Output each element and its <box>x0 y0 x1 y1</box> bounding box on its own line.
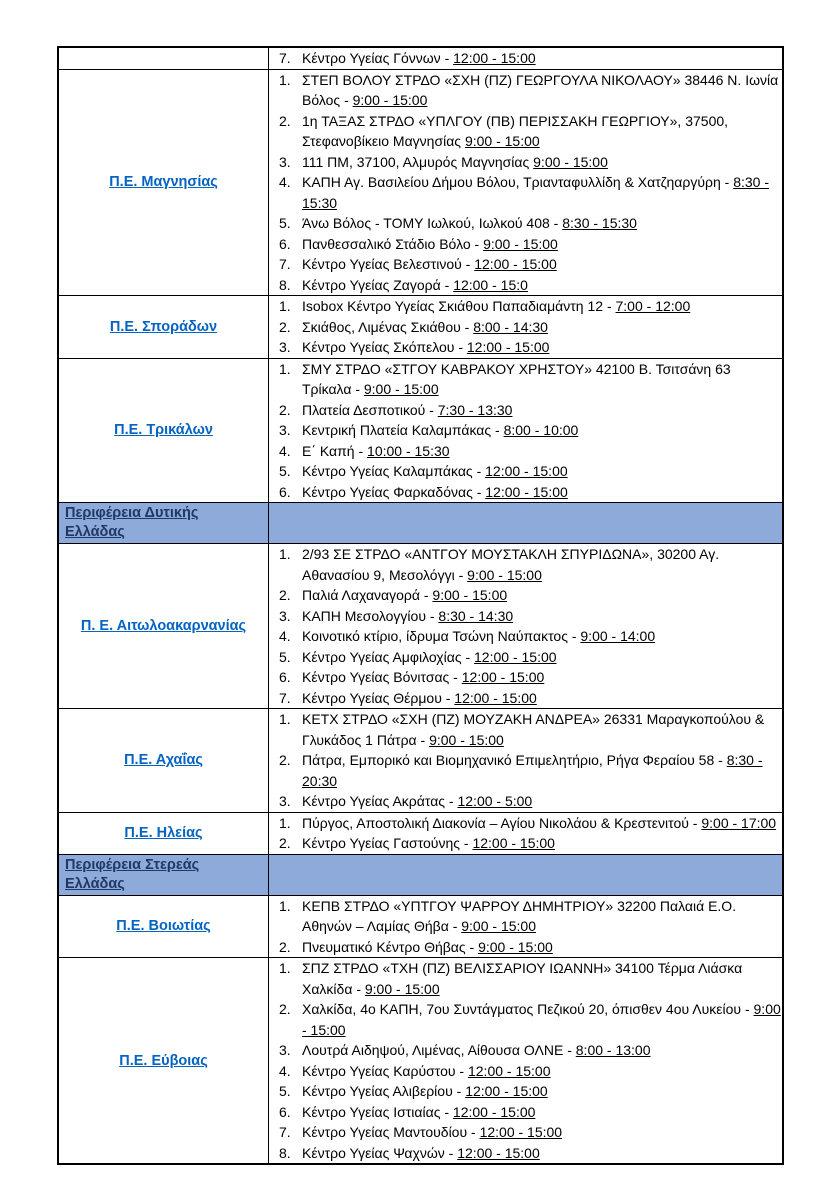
region-link[interactable]: Π.Ε. Σποράδων <box>109 318 218 335</box>
location-text: Κοινοτικό κτίριο, ίδρυμα Τσώνη Ναύπακτος - <box>302 628 581 644</box>
region-cell <box>58 358 269 503</box>
location-text: Κέντρο Υγείας Βόνιτσας - <box>302 669 462 685</box>
region-link[interactable]: Π.Ε. Αχαΐας <box>124 752 203 769</box>
location-item <box>269 70 782 111</box>
location-text: ΚΕΠΒ ΣΤΡΔΟ «ΥΠΤΓΟΥ ΨΑΡΡΟΥ ΔΗΜΗΤΡΙΟΥ» 32200 Παλαιά Ε.Ο. Αθηνών – Λαμίας Θήβα - <box>302 897 737 934</box>
item-number: 2. <box>279 835 291 851</box>
document-body <box>57 46 784 1165</box>
location-text: Πνευματικό Κέντρο Θήβας - <box>302 938 479 955</box>
item-number: 4. <box>279 628 291 644</box>
item-number: 1. <box>279 897 291 914</box>
location-item <box>269 1102 782 1123</box>
locations-cell <box>269 69 784 296</box>
opening-hours: 9:00 - 15:00 <box>352 92 428 108</box>
region-link[interactable]: Π.Ε. Βοιωτίας <box>116 918 211 935</box>
location-item <box>269 111 782 152</box>
location-item <box>269 896 782 937</box>
table-row <box>58 709 783 813</box>
opening-hours: 9:00 - 15:00 <box>363 381 439 397</box>
opening-hours: 12:00 - 15:00 <box>453 50 536 66</box>
region-cell <box>58 296 269 359</box>
region-link[interactable]: Π.Ε. Εύβοιας <box>119 1052 208 1069</box>
location-item <box>269 1040 782 1061</box>
opening-hours: 8:30 - 20:30 <box>302 752 763 789</box>
location-text: Πλατεία Δεσποτικού - <box>302 401 438 418</box>
location-text: Κέντρο Υγείας Σκόπελου - <box>302 339 467 355</box>
location-text: Κέντρο Υγείας Αμφιλοχίας - <box>302 648 475 665</box>
location-text: Κέντρο Υγείας Καρύστου - <box>302 1062 468 1079</box>
section-header-label: Περιφέρεια Δυτικής Ελλάδας <box>65 505 199 540</box>
location-item <box>269 317 782 338</box>
item-number: 2. <box>279 1001 291 1017</box>
location-item <box>269 606 782 627</box>
item-number: 1. <box>279 960 291 976</box>
location-item <box>269 667 782 688</box>
location-item <box>269 688 782 709</box>
location-item <box>269 1143 782 1164</box>
location-text: Κέντρο Υγείας Θέρμου - <box>302 689 455 706</box>
table-row <box>58 296 783 359</box>
section-header-cell <box>58 854 269 895</box>
location-item <box>269 626 782 647</box>
locations-cell <box>269 47 784 69</box>
location-item <box>269 544 782 585</box>
opening-hours: 9:00 - 15:00 <box>432 587 508 603</box>
location-item <box>269 461 782 482</box>
opening-hours: 8:30 - 15:30 <box>562 215 637 231</box>
table-row <box>58 812 783 854</box>
location-text: ΚΑΠΗ Μεσολογγίου - <box>302 607 439 624</box>
location-item <box>269 337 782 358</box>
item-number: 7. <box>279 689 291 706</box>
opening-hours: 7:00 - 12:00 <box>615 298 691 314</box>
item-number: 2. <box>279 752 291 768</box>
opening-hours: 12:00 - 15:0 <box>453 276 528 293</box>
location-text: ΣΜΥ ΣΤΡΔΟ «ΣΤΓΟΥ ΚΑΒΡΑΚΟΥ ΧΡΗΣΤΟΥ» 42100 Β. Τσιτσάνη 63 Τρίκαλα - <box>302 360 731 397</box>
section-header-row <box>58 503 783 544</box>
section-header-empty-cell <box>269 503 784 544</box>
location-item <box>269 441 782 462</box>
item-number: 2. <box>279 938 291 955</box>
location-item <box>269 1081 782 1102</box>
location-text: Κέντρο Υγείας Φαρκαδόνας - <box>302 483 486 500</box>
location-text: Χαλκίδα, 4ο ΚΑΠΗ, 7ου Συντάγματος Πεζικού 20, όπισθεν 4ου Λυκείου - <box>302 1001 754 1017</box>
item-number: 3. <box>279 153 291 170</box>
item-number: 6. <box>279 235 291 252</box>
region-link[interactable]: Π.Ε. Τρικάλων <box>114 422 213 439</box>
item-number: 2. <box>279 587 291 603</box>
opening-hours: 9:00 - 15:00 <box>364 980 440 997</box>
table-row <box>58 544 783 709</box>
item-number: 3. <box>279 1042 291 1058</box>
item-number: 6. <box>279 669 291 685</box>
item-number: 7. <box>279 1124 291 1140</box>
region-link[interactable]: Π.Ε. Μαγνησίας <box>109 174 218 191</box>
region-link[interactable]: Π.Ε. Ηλείας <box>124 825 203 841</box>
opening-hours: 12:00 - 15:00 <box>467 1062 551 1079</box>
opening-hours: 9:00 - 15:00 <box>483 235 558 252</box>
location-text: ΚΕΤΧ ΣΤΡΔΟ «ΣΧΗ (ΠΖ) ΜΟΥΖΑΚΗ ΑΝΔΡΕΑ» 26331 Μαραγκοπούλου & Γλυκάδος 1 Πάτρα - <box>302 711 765 748</box>
item-number: 3. <box>279 422 291 438</box>
location-text: Παλιά Λαχαναγορά - <box>302 587 433 603</box>
location-text: Πανθεσσαλικό Στάδιο Βόλο - <box>302 235 484 252</box>
opening-hours: 12:00 - 15:00 <box>474 256 557 272</box>
locations-cell <box>269 544 784 709</box>
opening-hours: 12:00 - 15:00 <box>466 339 550 355</box>
item-number: 7. <box>279 256 291 272</box>
item-number: 6. <box>279 483 291 500</box>
location-item <box>269 213 782 234</box>
location-text: Κέντρο Υγείας Ακράτας - <box>302 793 458 809</box>
opening-hours: 12:00 - 15:00 <box>485 483 568 500</box>
item-number: 7. <box>279 50 291 66</box>
opening-hours: 12:00 - 15:00 <box>457 1144 540 1161</box>
location-item <box>269 750 782 791</box>
table-row <box>58 958 783 1165</box>
item-number: 5. <box>279 1083 291 1099</box>
location-item <box>269 275 782 296</box>
opening-hours: 8:00 - 10:00 <box>503 422 579 438</box>
opening-hours: 8:00 - 13:00 <box>575 1042 651 1058</box>
item-number: 5. <box>279 648 291 665</box>
location-item <box>269 1061 782 1082</box>
region-cell <box>58 958 269 1165</box>
section-header-row <box>58 854 783 895</box>
locations-table <box>57 46 784 1165</box>
opening-hours: 8:30 - 14:30 <box>438 607 514 624</box>
opening-hours: 12:00 - 15:00 <box>472 835 555 851</box>
table-row <box>58 358 783 503</box>
opening-hours: 9:00 - 15:00 <box>533 153 608 170</box>
locations-cell <box>269 358 784 503</box>
location-item <box>269 482 782 503</box>
location-item <box>269 400 782 421</box>
opening-hours: 12:00 - 5:00 <box>457 793 533 809</box>
location-item <box>269 999 782 1040</box>
location-item <box>269 152 782 173</box>
location-text: Ε΄ Καπή - <box>302 442 368 459</box>
locations-cell <box>269 895 784 958</box>
location-text: Λουτρά Αιδηψού, Λιμένας, Αίθουσα ΟΛΝΕ - <box>302 1042 576 1058</box>
location-item <box>269 172 782 213</box>
location-item <box>269 254 782 275</box>
location-item <box>269 296 782 317</box>
location-item <box>269 833 782 854</box>
location-text: ΣΤΕΠ ΒΟΛΟΥ ΣΤΡΔΟ «ΣΧΗ (ΠΖ) ΓΕΩΡΓΟΥΛΑ ΝΙΚΟΛΑΟΥ» 38446 Ν. Ιωνία Βόλος - <box>302 71 779 108</box>
location-text: Κέντρο Υγείας Ζαγορά - <box>302 276 454 293</box>
opening-hours: 10:00 - 15:30 <box>367 442 450 459</box>
location-text: ΣΠΖ ΣΤΡΔΟ «ΤΧΗ (ΠΖ) ΒΕΛΙΣΣΑΡΙΟΥ ΙΩΑΝΝΗ» 34100 Τέρμα Λιάσκα Χαλκίδα - <box>302 960 743 997</box>
location-item <box>269 48 782 69</box>
item-number: 5. <box>279 215 291 231</box>
opening-hours: 9:00 - 15:00 <box>429 731 504 748</box>
region-cell-empty <box>58 47 269 69</box>
opening-hours: 12:00 - 15:00 <box>452 1103 536 1120</box>
location-text: Κέντρο Υγείας Ψαχνών - <box>302 1144 458 1161</box>
location-item <box>269 359 782 400</box>
item-number: 2. <box>279 318 291 335</box>
region-cell <box>58 709 269 813</box>
opening-hours: 7:30 - 13:30 <box>437 401 513 418</box>
location-item <box>269 1122 782 1143</box>
region-cell <box>58 812 269 854</box>
item-number: 3. <box>279 793 291 809</box>
opening-hours: 8:30 - 15:30 <box>302 174 769 211</box>
region-link[interactable]: Π. Ε. Αιτωλοακαρνανίας <box>80 618 247 634</box>
location-text: Σκιάθος, Λιμένας Σκιάθου - <box>302 318 474 335</box>
location-text: Κεντρική Πλατεία Καλαμπάκας - <box>302 422 504 438</box>
location-item <box>269 937 782 958</box>
table-row <box>58 47 783 69</box>
item-number: 2. <box>279 401 291 418</box>
opening-hours: 9:00 - 17:00 <box>701 814 777 831</box>
item-number: 4. <box>279 1062 291 1079</box>
table-row <box>58 895 783 958</box>
opening-hours: 12:00 - 15:00 <box>461 669 545 685</box>
opening-hours: 12:00 - 15:00 <box>474 648 557 665</box>
item-number: 5. <box>279 463 291 479</box>
location-item <box>269 420 782 441</box>
item-number: 4. <box>279 442 291 459</box>
opening-hours: 9:00 - 15:00 <box>464 133 540 149</box>
locations-cell <box>269 709 784 813</box>
opening-hours: 9:00 - 15:00 <box>467 566 542 583</box>
item-number: 1. <box>279 298 291 314</box>
item-number: 8. <box>279 1144 291 1161</box>
item-number: 2. <box>279 112 291 129</box>
location-text: Κέντρο Υγείας Καλαμπάκας - <box>302 463 486 479</box>
locations-cell <box>269 958 784 1165</box>
location-text: Πάτρα, Εμπορικό και Βιομηχανικό Επιμελητήριο, Ρήγα Φεραίου 58 - <box>302 752 727 768</box>
item-number: 1. <box>279 814 291 831</box>
location-item <box>269 585 782 606</box>
item-number: 6. <box>279 1103 291 1120</box>
item-number: 1. <box>279 546 291 562</box>
region-cell <box>58 69 269 296</box>
location-text: 2/93 ΣΕ ΣΤΡΔΟ «ΑΝΤΓΟΥ ΜΟΥΣΤΑΚΛΗ ΣΠΥΡΙΔΩΝΑ», 30200 Αγ. Αθανασίου 9, Μεσολόγγι - <box>302 546 720 583</box>
region-cell <box>58 544 269 709</box>
location-text: Κέντρο Υγείας Γαστούνης - <box>302 835 473 851</box>
opening-hours: 12:00 - 15:00 <box>465 1083 548 1099</box>
location-item <box>269 958 782 999</box>
location-text: Isobox Κέντρο Υγείας Σκιάθου Παπαδιαμάντη 12 - <box>302 298 616 314</box>
item-number: 8. <box>279 276 291 293</box>
location-text: 111 ΠΜ, 37100, Αλμυρός Μαγνησίας <box>302 153 534 170</box>
location-item <box>269 234 782 255</box>
location-item <box>269 813 782 834</box>
opening-hours: 9:00 - 14:00 <box>580 628 656 644</box>
region-cell <box>58 895 269 958</box>
item-number: 1. <box>279 360 291 377</box>
location-item <box>269 647 782 668</box>
location-text: Κέντρο Υγείας Μαντουδίου - <box>302 1124 480 1140</box>
opening-hours: 12:00 - 15:00 <box>485 463 568 479</box>
table-row <box>58 69 783 296</box>
location-text: ΚΑΠΗ Αγ. Βασιλείου Δήμου Βόλου, Τριανταφυλλίδη & Χατζηαργύρη - <box>302 174 734 190</box>
location-text: Κέντρο Υγείας Γόννων - <box>302 50 454 66</box>
opening-hours: 12:00 - 15:00 <box>454 689 537 706</box>
opening-hours: 9:00 - 15:00 <box>478 938 553 955</box>
locations-cell <box>269 812 784 854</box>
opening-hours: 12:00 - 15:00 <box>479 1124 563 1140</box>
location-text: Κέντρο Υγείας Βελεστινού - <box>302 256 475 272</box>
location-text: 1η ΤΑΞΑΣ ΣΤΡΔΟ «ΥΠΛΓΟΥ (ΠΒ) ΠΕΡΙΣΣΑΚΗ ΓΕΩΡΓΙΟΥ», 37500, Στεφανοβίκειο Μαγνησίας <box>302 112 729 149</box>
location-text: Άνω Βόλος - ΤΟΜΥ Ιωλκού, Ιωλκού 408 - <box>302 215 563 231</box>
section-header-cell <box>58 503 269 544</box>
item-number: 3. <box>279 339 291 355</box>
opening-hours: 8:00 - 14:30 <box>473 318 548 335</box>
location-text: Κέντρο Υγείας Αλιβερίου - <box>302 1083 466 1099</box>
item-number: 1. <box>279 711 291 727</box>
opening-hours: 9:00 - 15:00 <box>461 918 536 934</box>
section-header-label: Περιφέρεια Στερεάς Ελλάδας <box>65 856 200 892</box>
opening-hours: 9:00 - 15:00 <box>302 1001 781 1038</box>
location-text: Πύργος, Αποστολική Διακονία – Αγίου Νικολάου & Κρεστενιτού - <box>302 814 702 831</box>
item-number: 1. <box>279 71 291 88</box>
location-item <box>269 709 782 750</box>
section-header-empty-cell <box>269 854 784 895</box>
location-text: Κέντρο Υγείας Ιστιαίας - <box>302 1103 453 1120</box>
locations-cell <box>269 296 784 359</box>
item-number: 3. <box>279 607 291 624</box>
item-number: 4. <box>279 174 291 190</box>
location-item <box>269 791 782 812</box>
